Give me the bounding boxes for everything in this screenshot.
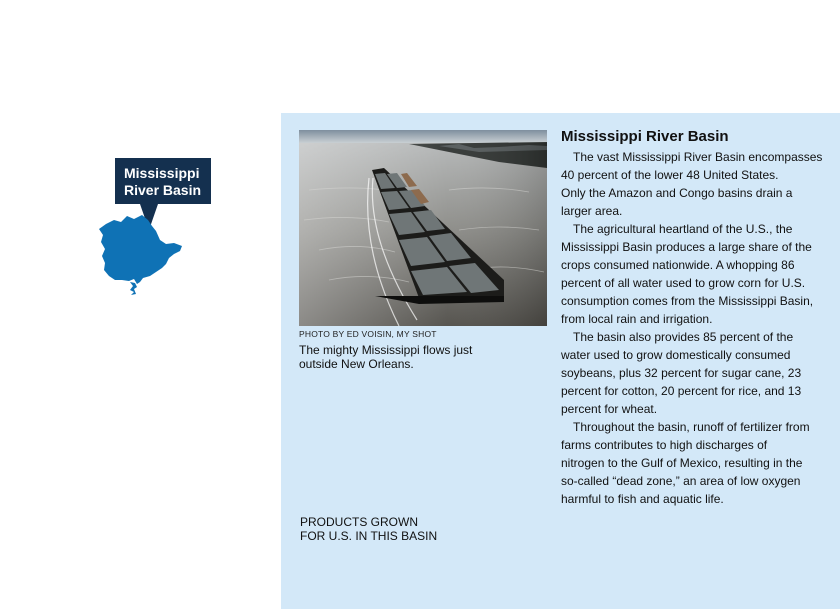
article-line: consumption comes from the Mississippi Basin,	[561, 294, 814, 308]
article-line: Throughout the basin, runoff of fertilizer from	[573, 420, 810, 434]
article-paragraph	[561, 418, 823, 508]
article-title: Mississippi River Basin	[561, 128, 729, 145]
article-paragraph	[561, 184, 823, 220]
basin-callout-label	[115, 158, 211, 204]
article-line: 40 percent of the lower 48 United States.	[561, 168, 779, 182]
river-barge-photo	[299, 130, 547, 326]
article-line: Only the Amazon and Congo basins drain a	[561, 186, 793, 200]
article-line: so-called “dead zone,” an area of low oxygen	[561, 474, 801, 488]
products-heading-line-1: PRODUCTS GROWN	[300, 515, 418, 529]
article-line: from local rain and irrigation.	[561, 312, 713, 326]
article-line: percent for wheat.	[561, 402, 658, 416]
article-line: harmful to fish and aquatic life.	[561, 492, 724, 506]
basin-locator	[0, 0, 281, 609]
photo-credit: PHOTO BY ED VOISIN, MY SHOT	[299, 329, 437, 339]
article-line: farms contributes to high discharges of	[561, 438, 768, 452]
article-line: percent for cotton, 20 percent for rice, and 13	[561, 384, 802, 398]
photo-caption-line-2: outside New Orleans.	[299, 357, 414, 371]
article-paragraph	[561, 148, 823, 184]
callout-line-2: River Basin	[124, 182, 202, 198]
basin-info-panel	[281, 113, 840, 609]
article-line: Mississippi Basin produces a large share of the	[561, 240, 812, 254]
products-heading	[300, 515, 500, 543]
article-line: water used to grow domestically consumed	[561, 348, 791, 362]
article-line: nitrogen to the Gulf of Mexico, resulting in the	[561, 456, 803, 470]
products-heading-line-2: FOR U.S. IN THIS BASIN	[300, 529, 438, 543]
article-line: larger area.	[561, 204, 623, 218]
article-line: The basin also provides 85 percent of the	[573, 330, 794, 344]
article-line: soybeans, plus 32 percent for sugar cane, 23	[561, 366, 802, 380]
photo-caption	[299, 343, 499, 371]
basin-article	[561, 128, 823, 508]
article-paragraph	[561, 328, 823, 418]
article-line: percent of all water used to grow corn for U.S.	[561, 276, 806, 290]
article-line: crops consumed nationwide. A whopping 86	[561, 258, 795, 272]
article-paragraph	[561, 220, 823, 328]
article-line: The agricultural heartland of the U.S., the	[573, 222, 793, 236]
mississippi-basin-shape-icon	[96, 210, 186, 296]
photo-caption-line-1: The mighty Mississippi flows just	[299, 343, 473, 357]
callout-line-1: Mississippi	[124, 165, 200, 181]
article-line: The vast Mississippi River Basin encompasses	[573, 150, 823, 164]
